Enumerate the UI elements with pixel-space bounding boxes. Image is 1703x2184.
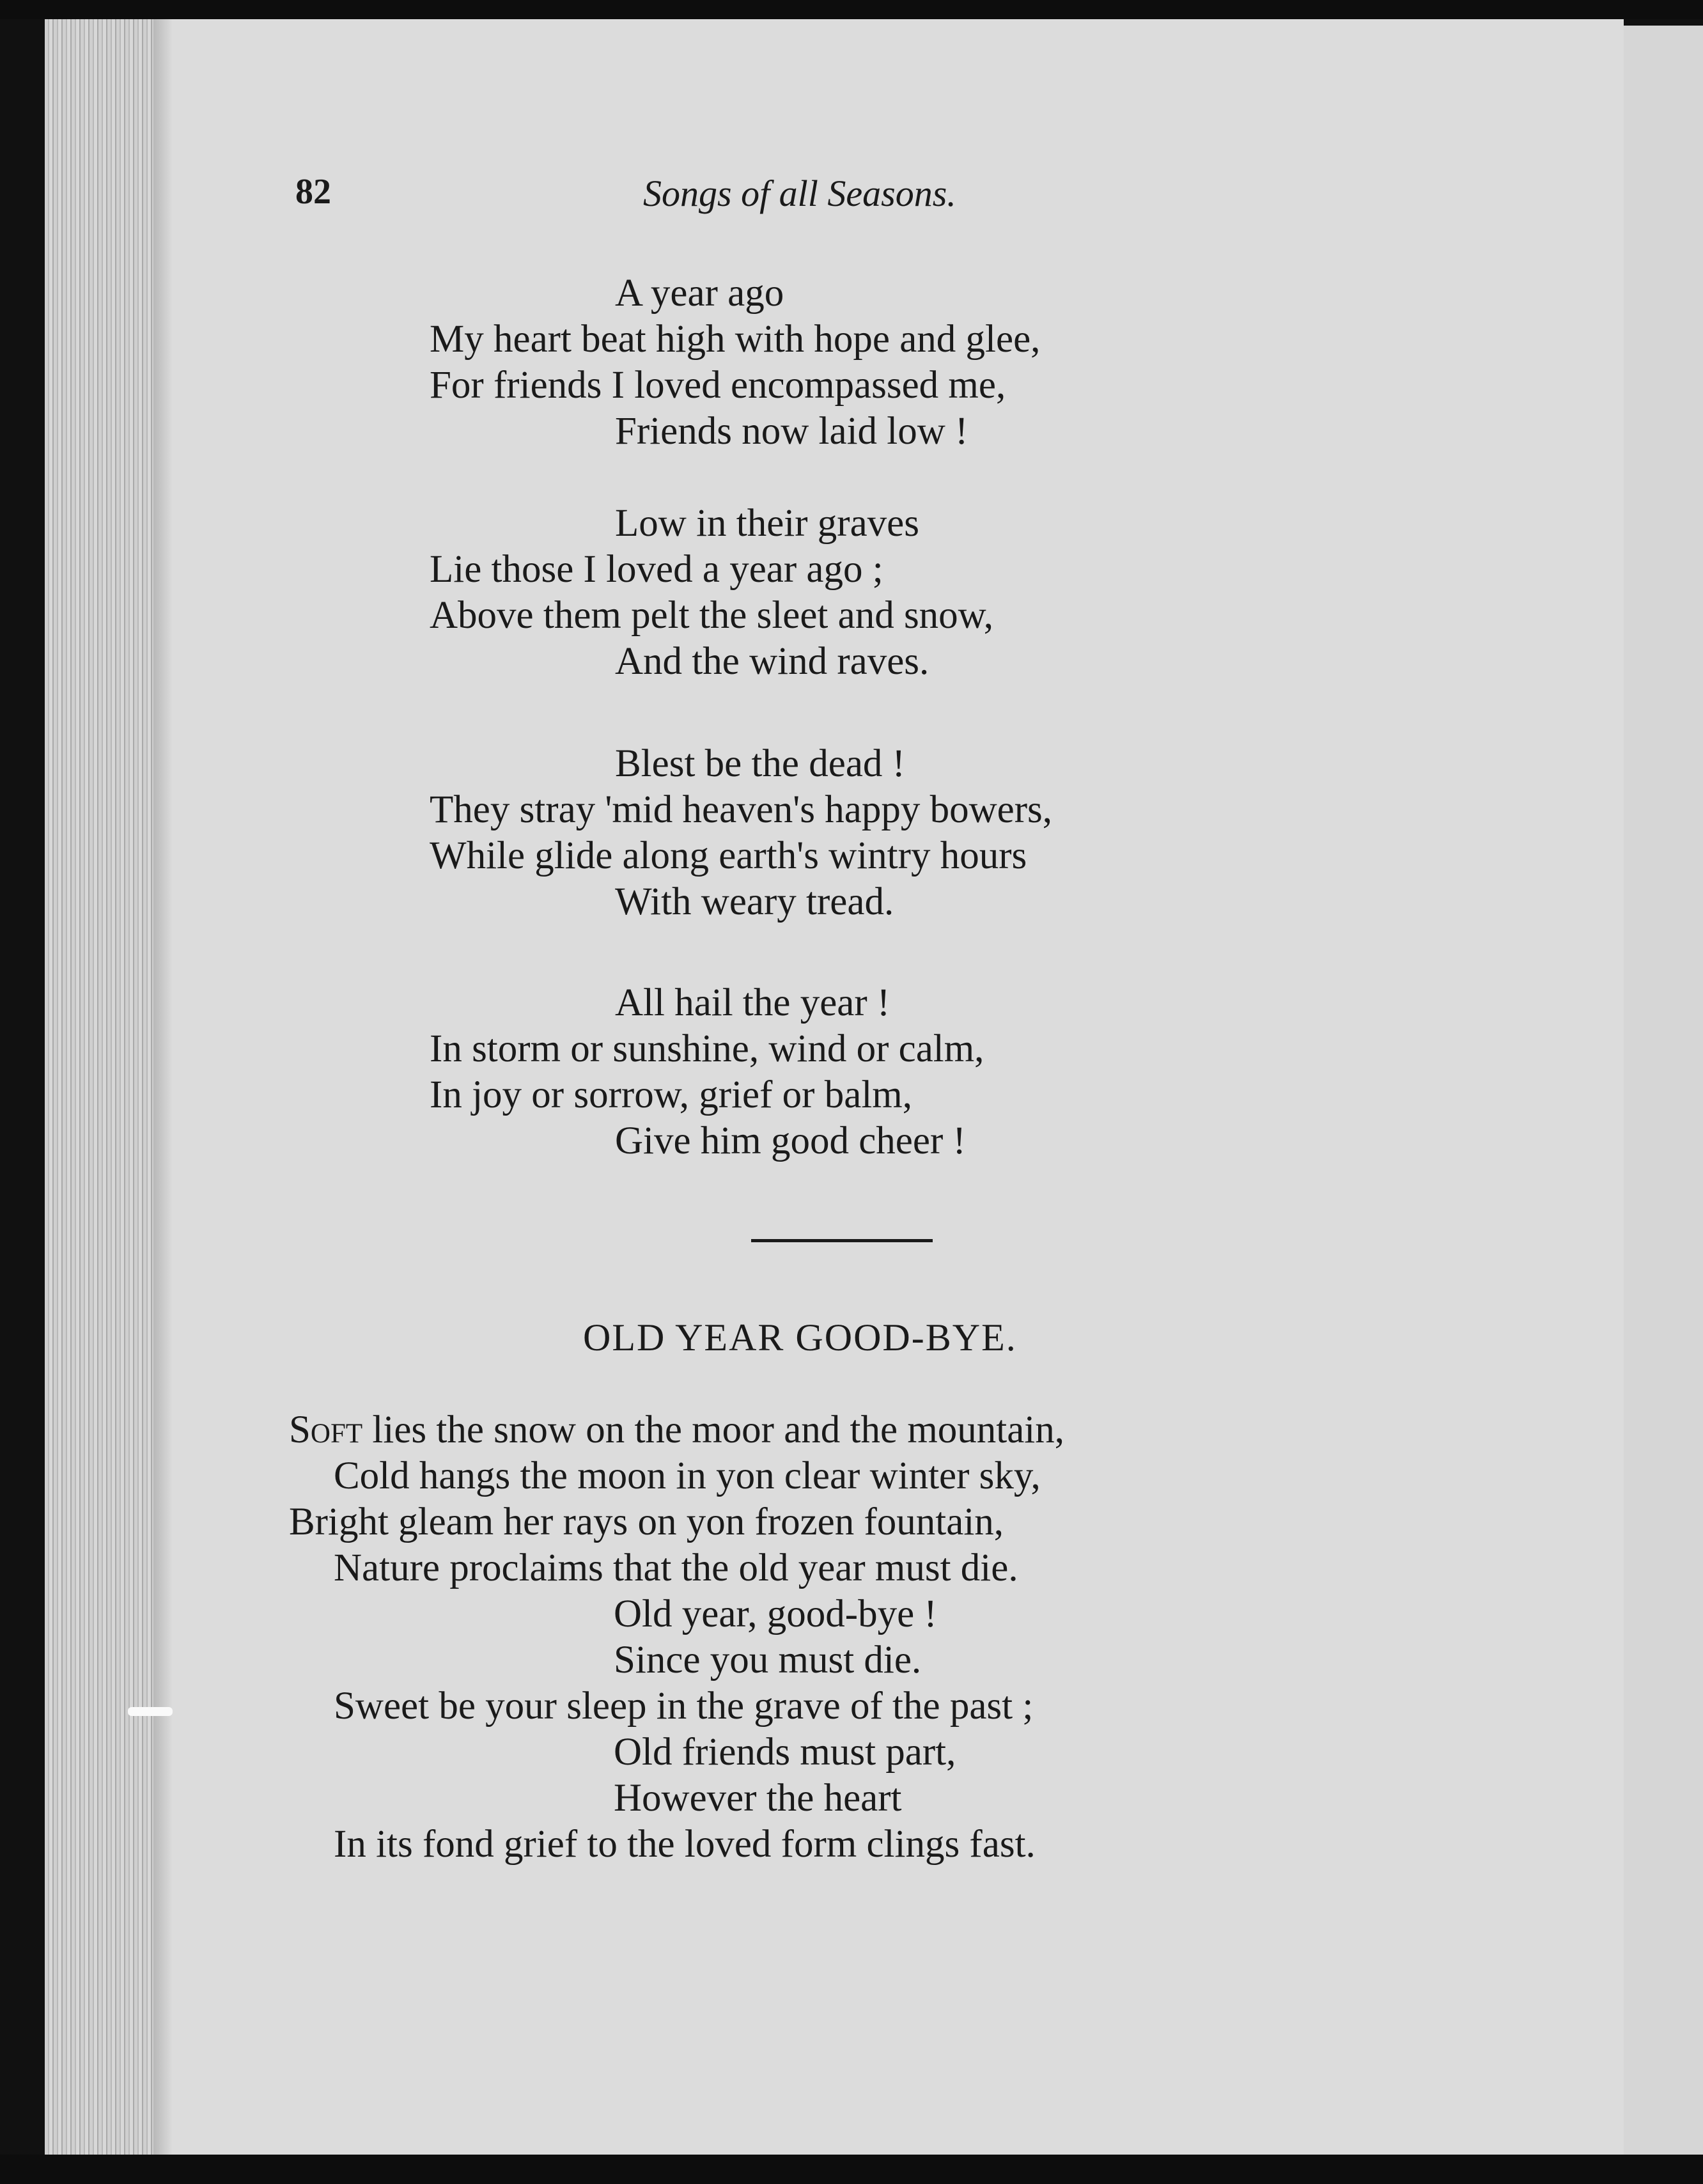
poem-line: Give him good cheer ! bbox=[615, 1119, 966, 1162]
book-page bbox=[45, 19, 1624, 2155]
poem-line: They stray 'mid heaven's happy bowers, bbox=[430, 788, 1053, 831]
poem-line: In storm or sunshine, wind or calm, bbox=[430, 1027, 984, 1070]
poem-line: In joy or sorrow, grief or balm, bbox=[430, 1073, 912, 1116]
poem-line: And the wind raves. bbox=[615, 640, 929, 683]
poem-line: Cold hangs the moon in yon clear winter sky, bbox=[334, 1455, 1041, 1497]
poem-line: Nature proclaims that the old year must die. bbox=[334, 1547, 1018, 1589]
poem-line: My heart beat high with hope and glee, bbox=[430, 318, 1041, 361]
poem-line: Old year, good-bye ! bbox=[614, 1593, 937, 1635]
page-edge-stack bbox=[45, 19, 153, 2155]
poem-line: Bright gleam her rays on yon frozen fountain, bbox=[289, 1501, 1004, 1543]
poem-line: For friends I loved encompassed me, bbox=[430, 364, 1006, 407]
initial-word: Soft bbox=[289, 1408, 363, 1451]
poem-line: Old friends must part, bbox=[614, 1731, 956, 1774]
poem-line: Sweet be your sleep in the grave of the past ; bbox=[334, 1685, 1034, 1728]
poem-line-first bbox=[289, 1410, 1064, 1449]
poem-line: A year ago bbox=[615, 272, 784, 315]
margin-smudge bbox=[128, 1707, 173, 1716]
poem-line: Friends now laid low ! bbox=[615, 410, 968, 453]
scan-bottom-border bbox=[0, 2155, 1703, 2184]
poem-line: With weary tread. bbox=[615, 880, 894, 923]
page-number: 82 bbox=[295, 172, 331, 212]
poem-line: Lie those I loved a year ago ; bbox=[430, 548, 883, 591]
poem-line: Since you must die. bbox=[614, 1639, 922, 1681]
poem-line: Blest be the dead ! bbox=[615, 742, 905, 785]
poem-line: While glide along earth's wintry hours bbox=[430, 834, 1027, 877]
section-divider bbox=[751, 1239, 933, 1242]
running-head: Songs of all Seasons. bbox=[643, 173, 956, 214]
poem-line: In its fond grief to the loved form clings fast. bbox=[334, 1823, 1036, 1866]
scan-top-border bbox=[0, 0, 1703, 19]
first-line-rest: lies the snow on the moor and the mountain, bbox=[362, 1408, 1064, 1451]
poem-line: Above them pelt the sleet and snow, bbox=[430, 594, 994, 637]
poem-line: All hail the year ! bbox=[615, 981, 890, 1024]
poem-line: Low in their graves bbox=[615, 502, 919, 545]
poem-title: OLD YEAR GOOD-BYE. bbox=[583, 1316, 1017, 1359]
poem-line: However the heart bbox=[614, 1777, 902, 1820]
